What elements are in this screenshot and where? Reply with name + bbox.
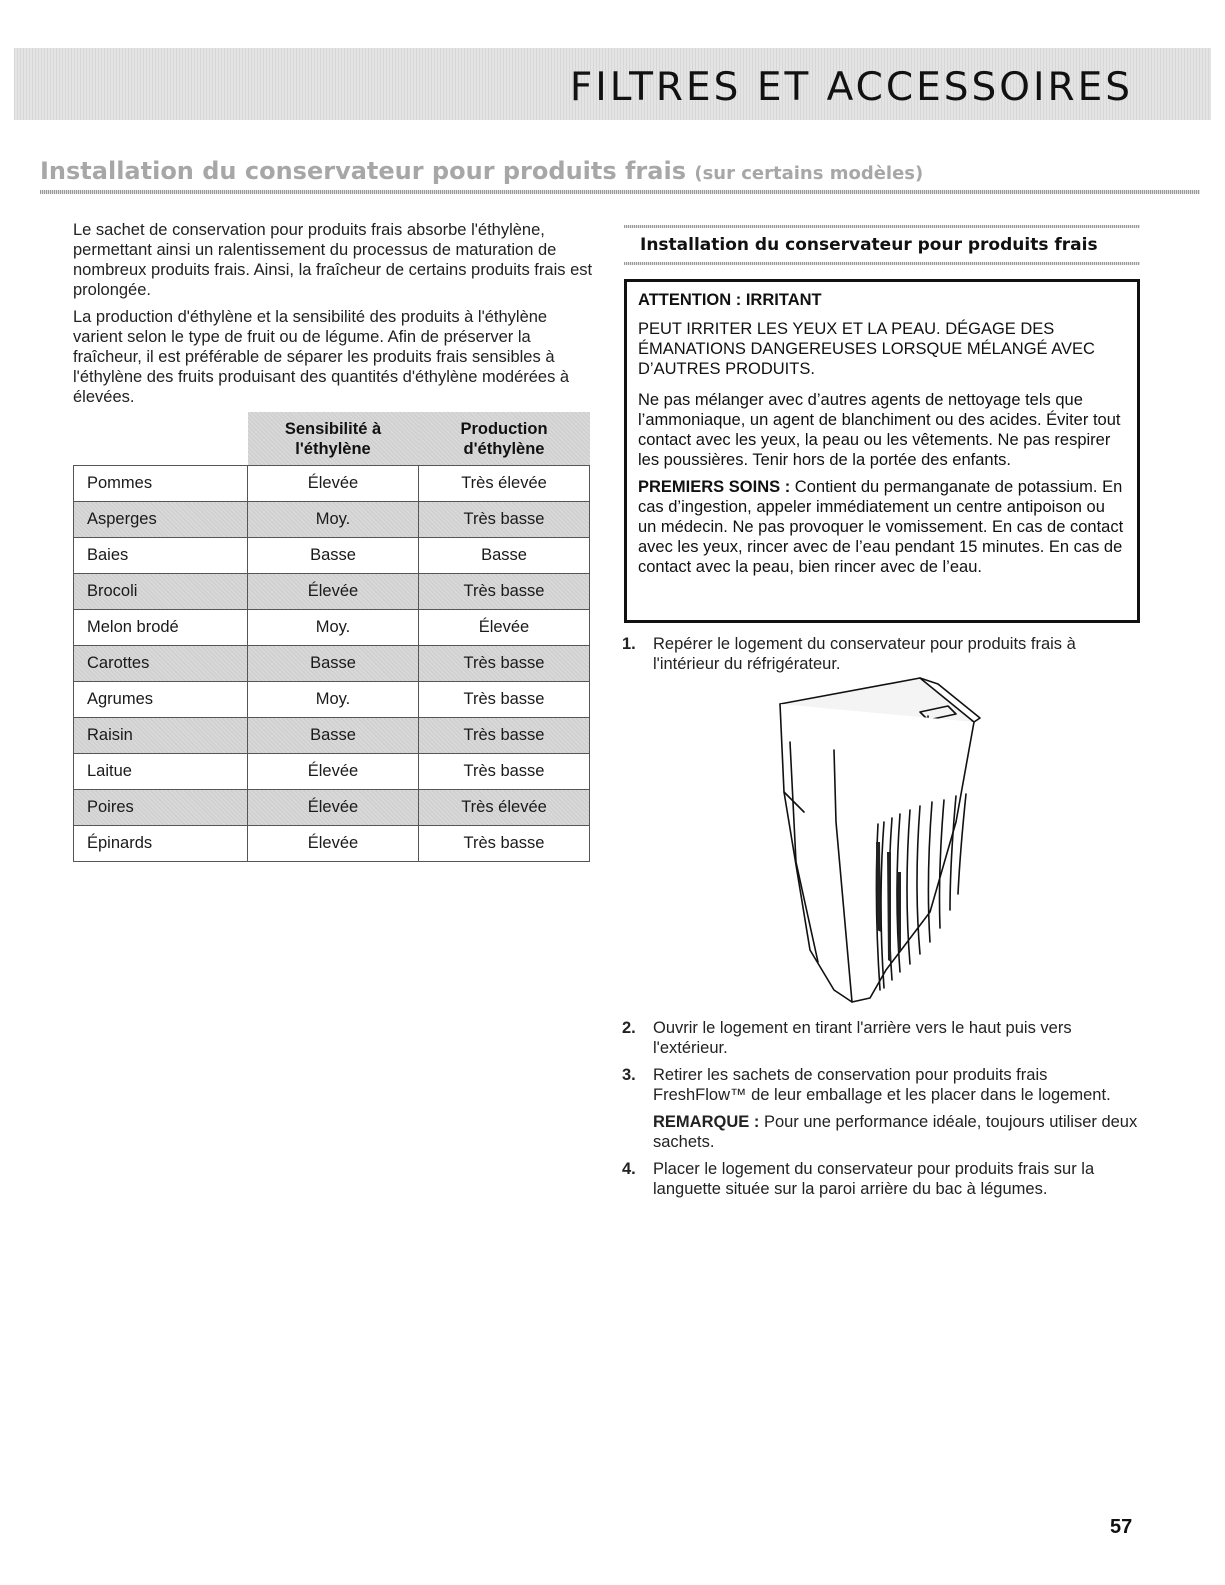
step-number: 4. xyxy=(622,1160,636,1178)
table-cell: Carottes xyxy=(74,646,248,682)
table-cell: Très basse xyxy=(419,646,590,682)
header-banner xyxy=(14,48,1211,120)
table-row xyxy=(74,574,590,610)
note-label: REMARQUE : xyxy=(653,1113,760,1131)
table-row xyxy=(74,790,590,826)
section-divider xyxy=(40,190,1200,194)
steps-list-bottom xyxy=(622,1018,1142,1206)
table-cell: Moy. xyxy=(248,610,419,646)
table-cell: Élevée xyxy=(248,790,419,826)
warning-body: Ne pas mélanger avec d’autres agents de nettoyage tels que l’ammoniaque, un agent de blanchiment ou des acides. Éviter tout contact avec les yeux, la peau ou les vêtements. Ne pas respirer les poussières. Tenir hors de la portée des enfants. xyxy=(638,391,1121,469)
table-row xyxy=(74,502,590,538)
step-number: 1. xyxy=(622,635,636,653)
intro-paragraph: La production d'éthylène et la sensibilité des produits à l'éthylène varient selon le type de fruit ou de légume. Afin de préserver la fraîcheur, il est préférable de séparer les produits frais sensibles à l'éthylène des fruits produisant des quantités d'éthylène modérées à élevées. xyxy=(73,308,570,406)
table-cell: Brocoli xyxy=(74,574,248,610)
table-header-row xyxy=(74,412,590,466)
table-header-cell: Production d'éthylène xyxy=(419,412,590,466)
table-cell: Asperges xyxy=(74,502,248,538)
warning-box xyxy=(624,279,1140,623)
step-text: Retirer les sachets de conservation pour produits frais FreshFlow™ de leur emballage et les placer dans le logement. xyxy=(653,1066,1111,1104)
table-cell: Très élevée xyxy=(419,466,590,502)
warning-caps-text: PEUT IRRITER LES YEUX ET LA PEAU. DÉGAGE DES ÉMANATIONS DANGEREUSES LORSQUE MÉLANGÉ AVEC D’AUTRES PRODUITS. xyxy=(638,320,1095,378)
table-cell: Élevée xyxy=(248,466,419,502)
section-title-subtitle: (sur certains modèles) xyxy=(694,163,924,184)
table-row xyxy=(74,754,590,790)
table-cell: Poires xyxy=(74,790,248,826)
subsection-rule-bottom xyxy=(624,262,1140,265)
table-cell: Basse xyxy=(248,538,419,574)
table-cell: Épinards xyxy=(74,826,248,862)
table-row xyxy=(74,466,590,502)
step-item xyxy=(622,634,1142,674)
table-cell: Melon brodé xyxy=(74,610,248,646)
warning-title: ATTENTION : IRRITANT xyxy=(638,291,822,309)
table-header-cell xyxy=(74,412,248,466)
step-number: 2. xyxy=(622,1019,636,1037)
table-cell: Très basse xyxy=(419,502,590,538)
table-row xyxy=(74,538,590,574)
table-cell: Laitue xyxy=(74,754,248,790)
step-text: Placer le logement du conservateur pour produits frais sur la languette située sur la paroi arrière du bac à légumes. xyxy=(653,1160,1095,1198)
first-aid-text: Contient du permanganate de potassium. En cas d’ingestion, appeler immédiatement un centre antipoison ou un médecin. Ne pas provoquer le vomissement. En cas de contact avec les yeux, rincer avec de l’eau pendant 15 minutes. En cas de contact avec la peau, bien rincer avec de l’eau. xyxy=(638,478,1124,576)
table-cell: Élevée xyxy=(248,826,419,862)
table-cell: Basse xyxy=(419,538,590,574)
table-cell: Élevée xyxy=(248,754,419,790)
table-row xyxy=(74,610,590,646)
first-aid-label: PREMIERS SOINS : xyxy=(638,478,791,496)
section-title xyxy=(40,154,1200,191)
table-cell: Très basse xyxy=(419,826,590,862)
table-row xyxy=(74,682,590,718)
table-cell: Très basse xyxy=(419,574,590,610)
banner-title: FILTRES ET ACCESSOIRES xyxy=(569,65,1133,110)
note-text: Pour une performance idéale, toujours utiliser deux sachets. xyxy=(653,1113,1138,1151)
table-cell: Pommes xyxy=(74,466,248,502)
table-row xyxy=(74,646,590,682)
page-number: 57 xyxy=(1110,1516,1133,1538)
step-item xyxy=(622,1065,1142,1152)
step-number: 3. xyxy=(622,1066,636,1084)
first-aid-paragraph xyxy=(638,477,1126,577)
table-row xyxy=(74,718,590,754)
table-cell: Raisin xyxy=(74,718,248,754)
subsection-rule-top xyxy=(624,225,1140,228)
table-cell: Agrumes xyxy=(74,682,248,718)
intro-text xyxy=(73,220,593,414)
table-row xyxy=(74,826,590,862)
table-cell: Baies xyxy=(74,538,248,574)
step-note xyxy=(653,1112,1142,1152)
table-cell: Moy. xyxy=(248,502,419,538)
step-text: Ouvrir le logement en tirant l'arrière vers le haut puis vers l'extérieur. xyxy=(653,1019,1072,1057)
table-cell: Élevée xyxy=(419,610,590,646)
ethylene-table xyxy=(73,412,590,862)
subsection-heading: Installation du conservateur pour produits frais xyxy=(640,235,1098,255)
step-item xyxy=(622,1018,1142,1058)
table-cell: Basse xyxy=(248,646,419,682)
section-title-main: Installation du conservateur pour produits frais xyxy=(40,157,686,185)
step-item xyxy=(622,1159,1142,1199)
table-header-cell: Sensibilité à l'éthylène xyxy=(248,412,419,466)
table-cell: Très basse xyxy=(419,718,590,754)
table-cell: Moy. xyxy=(248,682,419,718)
step-text: Repérer le logement du conservateur pour produits frais à l'intérieur du réfrigérateur. xyxy=(653,635,1076,673)
table-cell: Très basse xyxy=(419,754,590,790)
table-cell: Très basse xyxy=(419,682,590,718)
table-cell: Élevée xyxy=(248,574,419,610)
produce-preserver-illustration xyxy=(770,672,1000,1012)
table-cell: Basse xyxy=(248,718,419,754)
table-cell: Très élevée xyxy=(419,790,590,826)
intro-paragraph: Le sachet de conservation pour produits frais absorbe l'éthylène, permettant ainsi un ralentissement du processus de maturation de nombreux produits frais. Ainsi, la fraîcheur de certains produits frais est prolongée. xyxy=(73,221,593,299)
